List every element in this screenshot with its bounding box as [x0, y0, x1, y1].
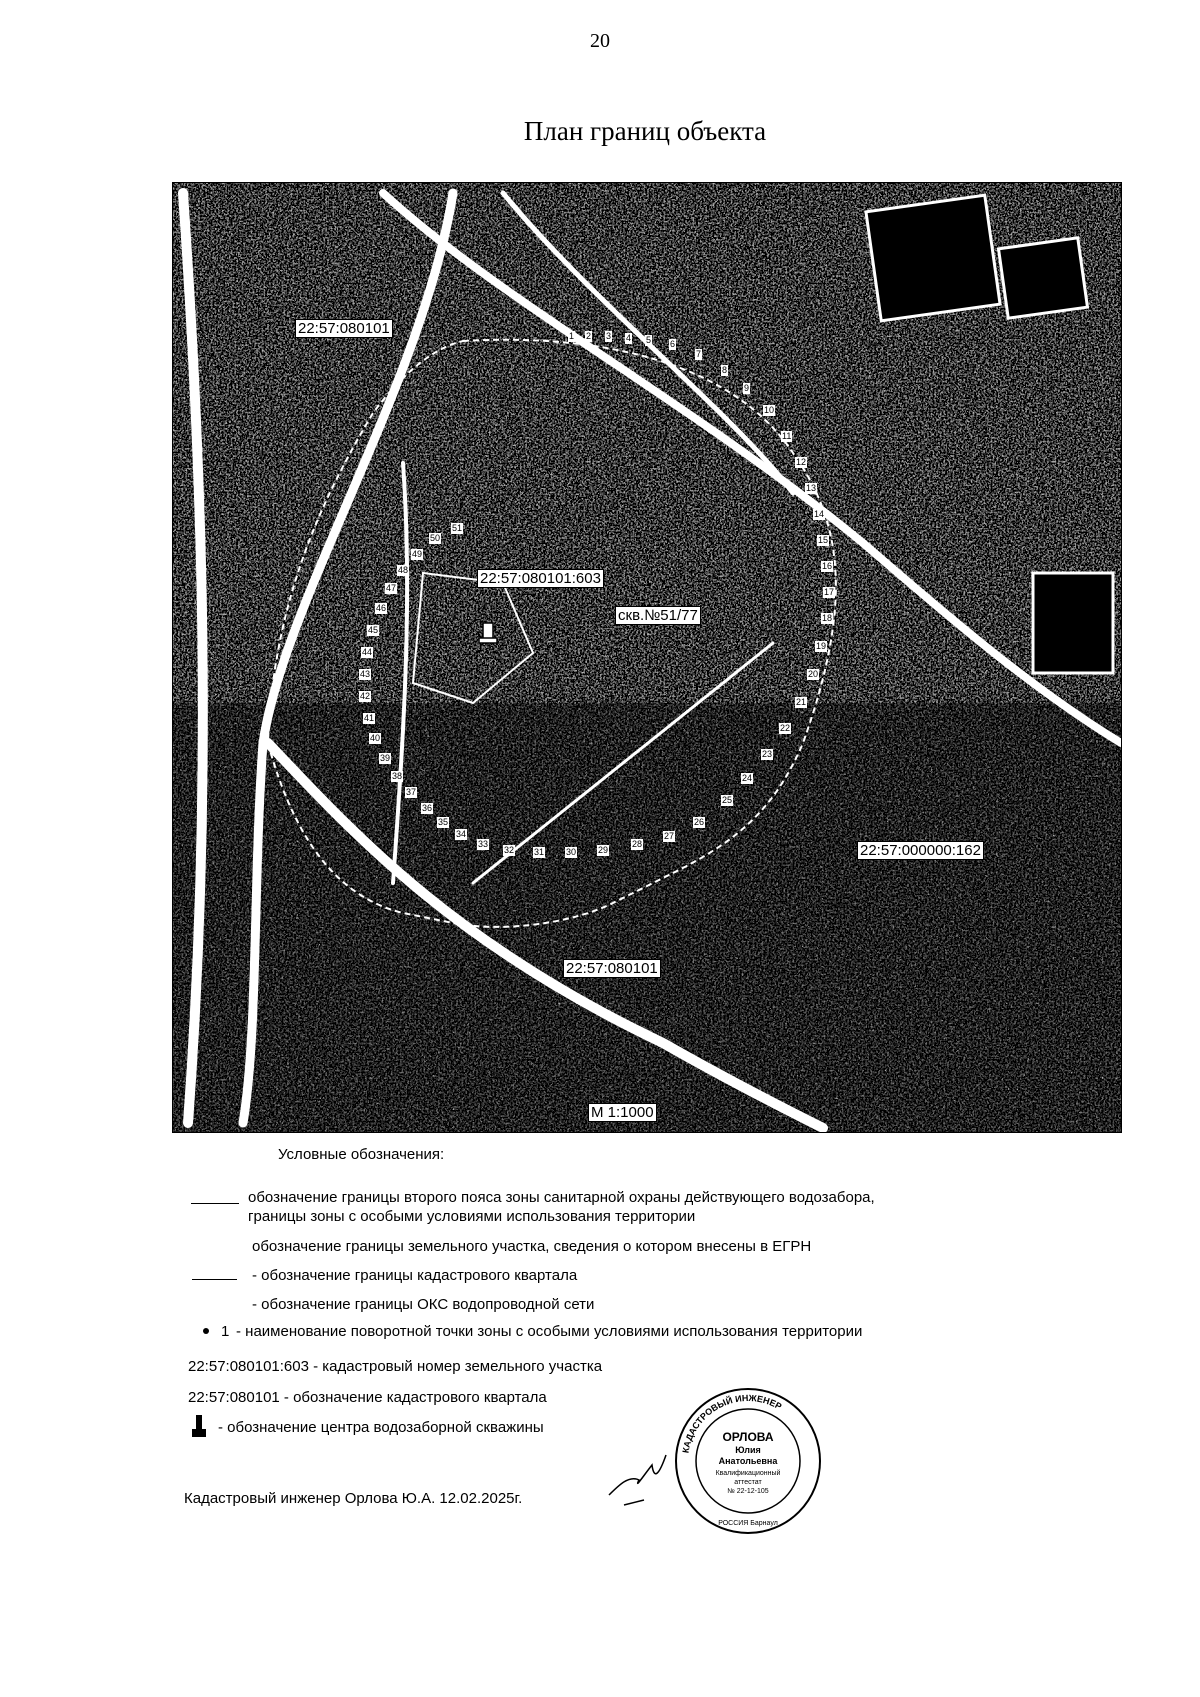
legend-item-5: - наименование поворотной точки зоны с особыми условиями использования территории: [236, 1323, 863, 1340]
building-side: [999, 238, 1088, 318]
turning-point: 31: [534, 847, 545, 857]
engineer-signature-line: Кадастровый инженер Орлова Ю.А. 12.02.2025г.: [184, 1490, 523, 1507]
turning-point: 3: [606, 331, 612, 341]
turning-point: 29: [598, 845, 609, 855]
aerial-map: [172, 182, 1122, 1133]
turning-point: 37: [406, 787, 417, 797]
turning-point: 35: [438, 817, 449, 827]
turning-point: 44: [362, 647, 373, 657]
stamp-line-6: № 22-12-105: [727, 1488, 769, 1495]
legend-item-5-number: 1: [221, 1323, 230, 1340]
stamp-line-2: Юлия: [735, 1445, 761, 1455]
turning-point: 38: [392, 771, 403, 781]
turning-point: 12: [796, 457, 807, 467]
turning-point: 50: [430, 533, 441, 543]
turning-point: 7: [696, 349, 702, 359]
turning-point: 41: [364, 713, 375, 723]
stamp-line-3: Анатольевна: [718, 1456, 778, 1466]
turning-point: 18: [822, 613, 833, 623]
turning-point: 21: [796, 697, 807, 707]
turning-point: 13: [806, 483, 817, 493]
turning-point: 51: [452, 523, 463, 533]
turning-point: 39: [380, 753, 391, 763]
turning-point: 25: [722, 795, 733, 805]
page-number: 20: [590, 30, 610, 52]
turning-point: 5: [646, 335, 652, 345]
turning-point: 22: [780, 723, 791, 733]
turning-point: 47: [386, 583, 397, 593]
well-label: скв.№51/77: [615, 606, 701, 625]
turning-point: 27: [664, 831, 675, 841]
turning-point: 46: [376, 603, 387, 613]
turning-point: 49: [412, 549, 423, 559]
turning-point: 20: [808, 669, 819, 679]
turning-point: 8: [722, 365, 728, 375]
turning-point: 36: [422, 803, 433, 813]
building-main: [866, 195, 1000, 321]
engineer-stamp: [672, 1385, 824, 1537]
turning-point: 9: [744, 383, 750, 393]
forest-texture: [173, 703, 1121, 1132]
turning-point: 30: [566, 847, 577, 857]
stamp-bottom: РОССИЯ Барнаул: [718, 1520, 778, 1527]
turning-point: 45: [368, 625, 379, 635]
legend-item-1-line1: обозначение границы второго пояса зоны санитарной охраны действующего водозабора,: [248, 1189, 875, 1206]
turning-point: 26: [694, 817, 705, 827]
turning-point: 42: [360, 691, 371, 701]
legend-line-zone: [191, 1203, 239, 1204]
quarter-label-top: 22:57:080101: [295, 319, 393, 338]
stamp-ring-text: КАДАСТРОВЫЙ ИНЖЕНЕР: [680, 1392, 784, 1454]
stamp-graphic: [672, 1385, 824, 1537]
stamp-line-5: аттестат: [734, 1479, 762, 1486]
scale-label: М 1:1000: [588, 1103, 657, 1122]
legend-point-dot: [203, 1328, 209, 1334]
quarter-label-bottom: 22:57:080101: [563, 959, 661, 978]
turning-point: 40: [370, 733, 381, 743]
legend-item-3: - обозначение границы кадастрового квартала: [252, 1267, 578, 1284]
legend-item-4: - обозначение границы ОКС водопроводной сети: [252, 1296, 595, 1313]
turning-point: 6: [670, 339, 676, 349]
turning-point: 16: [822, 561, 833, 571]
parcel-label-right: 22:57:000000:162: [857, 841, 984, 860]
turning-point: 23: [762, 749, 773, 759]
turning-point: 28: [632, 839, 643, 849]
turning-point: 15: [818, 535, 829, 545]
turning-point: 17: [824, 587, 835, 597]
legend-line-quarter: [192, 1279, 237, 1280]
turning-point: 11: [782, 431, 792, 441]
legend-item-8: - обозначение центра водозаборной скважины: [218, 1419, 544, 1436]
well-legend-icon: [192, 1415, 206, 1439]
turning-point: 1: [569, 331, 575, 341]
turning-point: 34: [456, 829, 467, 839]
legend-item-6: 22:57:080101:603 - кадастровый номер земельного участка: [188, 1358, 603, 1375]
turning-point: 14: [814, 509, 825, 519]
turning-point: 2: [586, 331, 592, 341]
legend-heading: Условные обозначения:: [278, 1146, 445, 1163]
turning-point: 19: [816, 641, 827, 651]
turning-point: 48: [398, 565, 409, 575]
turning-point: 43: [360, 669, 371, 679]
stamp-line-1: ОРЛОВА: [722, 1430, 774, 1444]
stamp-line-4: Квалификационный: [715, 1470, 781, 1477]
turning-point: 24: [742, 773, 753, 783]
parcel-label: 22:57:080101:603: [477, 569, 604, 588]
turning-point: 33: [478, 839, 489, 849]
turning-point: 32: [504, 845, 515, 855]
svg-text:КАДАСТРОВЫЙ ИНЖЕНЕР: [681, 1393, 784, 1454]
building-right: [1033, 573, 1113, 673]
document-title: План границ объекта: [523, 116, 767, 146]
turning-point: 10: [764, 405, 775, 415]
legend-item-1-line2: границы зоны с особыми условиями использования территории: [248, 1208, 696, 1225]
turning-point: 4: [626, 333, 632, 343]
legend-item-2: обозначение границы земельного участка, сведения о котором внесены в ЕГРН: [252, 1238, 812, 1255]
legend-item-7: 22:57:080101 - обозначение кадастрового квартала: [188, 1389, 547, 1406]
